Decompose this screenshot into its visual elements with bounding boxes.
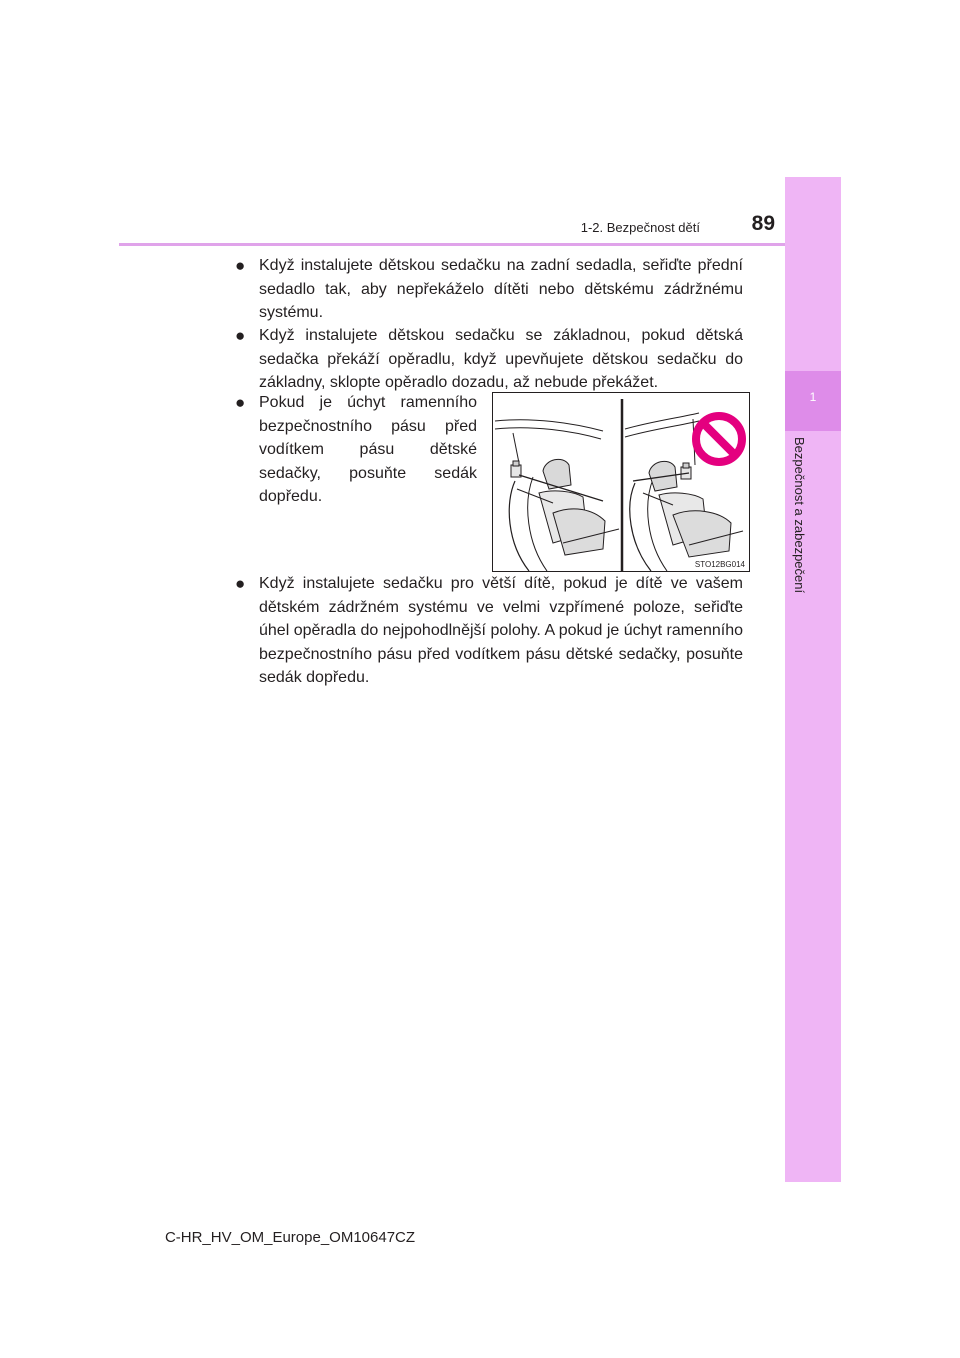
bullet-item xyxy=(235,572,743,690)
seat-belt-incorrect-illustration xyxy=(625,413,743,571)
section-title: 1-2. Bezpečnost dětí xyxy=(580,220,700,235)
bullet-icon: ● xyxy=(235,256,246,275)
bullet-icon: ● xyxy=(235,326,246,345)
chapter-number: 1 xyxy=(809,390,817,404)
bullet-item xyxy=(235,254,743,325)
seat-belt-correct-illustration xyxy=(495,420,619,571)
chapter-side-tab xyxy=(785,177,841,1182)
header-divider xyxy=(119,243,785,246)
document-id: C-HR_HV_OM_Europe_OM10647CZ xyxy=(164,1229,416,1246)
bullet-text: Když instalujete sedačku pro větší dítě, pokud je dítě ve vašem dětském zádržném systému ve velmi vzpřímené poloze, seřiďte úhel opěradla do nejpohodlnější polohy. A pokud je úchyt ramenního bezpečnostního pásu před vodítkem pásu dětské sedačky, posuňte sedák dopředu. xyxy=(259,575,743,686)
seat-belt-figure xyxy=(492,392,750,572)
bullet-icon: ● xyxy=(235,574,246,593)
bullet-item xyxy=(235,324,743,395)
bullet-icon: ● xyxy=(235,393,246,412)
bullet-item xyxy=(235,391,477,509)
chapter-title: Bezpečnost a zabezpečení xyxy=(792,437,807,594)
bullet-text: Když instalujete dětskou sedačku se základnou, pokud dětská sedačka překáží opěradlu, když upevňujete dětskou sedačku do základny, sklopte opěradlo dozadu, až nebude překážet. xyxy=(259,327,743,391)
figure-illustration xyxy=(493,393,750,572)
page-number: 89 xyxy=(751,212,775,235)
bullet-text: Pokud je úchyt ramenního bezpečnostního pásu před vodítkem pásu dětské sedačky, posuňte sedák dopředu. xyxy=(259,394,477,505)
prohibition-icon xyxy=(696,416,742,462)
figure-code: STO12BG014 xyxy=(694,560,745,569)
bullet-text: Když instalujete dětskou sedačku na zadní sedadla, seřiďte přední sedadlo tak, aby nepřekáželo dítěti nebo dětskému zádržnému systému. xyxy=(259,257,743,321)
